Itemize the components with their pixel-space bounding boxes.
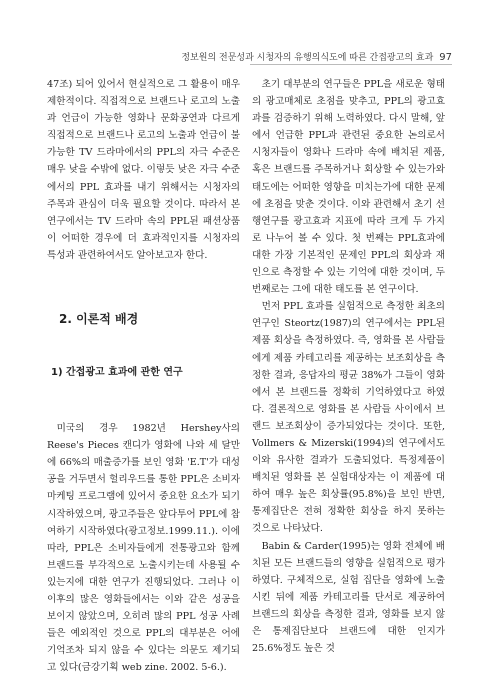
running-title: 정보원의 전문성과 시청자의 유행의식도에 따른 간접광고의 효과 — [181, 53, 434, 63]
subsection-heading: 1) 간접광고 효과에 관한 연구 — [51, 367, 183, 379]
right-column — [252, 76, 445, 657]
header-rule — [250, 64, 452, 65]
right-paragraph-2: 먼저 PPL 효과를 실험적으로 측정한 최초의 연구인 Steortz(1987)의 연구에서는 PPL된 제품 회상을 측정하였다. 즉, 영화를 본 사람들에게 제품 카테고리를 제공하는 보조회상을 측정한 결과, 응답자의 평균 38%가 그들이 영화에서 본 브랜드를 정확히 기억하였다고 하였다. 결론적으로 영화를 본 사람들 사이에서 브랜드 보조회상이 증가되었다는 것이다. 또한, Vollmers & Mizerski(1994)의 연구에서도 이와 유사한 결과가 도출되었다. 특정제품이 배치된 영화를 본 실험대상자는 이 제품에 대하여 매우 높은 회상률(95.8%)을 보인 반면, 통제집단은 전혀 정확한 회상을 하지 못하는 것으로 나타났다. — [252, 301, 445, 535]
page-number: 97 — [439, 52, 452, 63]
left-paragraph-1: 47조) 되어 있어서 현실적으로 그 활용이 매우 제한적이다. 직접적으로 브랜드나 로고의 노출과 언급이 가능한 영화나 문화공연과 다르게 직접적으로 브랜드나 로고의 노출과 언급이 불가능한 TV 드라마에서의 PPL의 자극 수준은 매우 낮을 수밖에 없다. 이렇듯 낮은 자극 수준에서의 PPL 효과를 내기 위해서는 시청자의 주목과 관심이 더욱 필요할 것이다. 따라서 본 연구에서는 TV 드라마 속의 PPL된 패션상품이 어떠한 경우에 더 효과적인지를 시청자의 특성과 관련하여서도 알아보고자 한다. — [47, 79, 240, 261]
right-paragraph-3: Babin & Carder(1995)는 영화 전체에 배치된 모든 브랜드들의 영향을 실험적으로 평가하였다. 구체적으로, 실험 집단을 영화에 노출시킨 뒤에 제품 카테고리를 단서로 제공하여 브랜드의 회상을 측정한 결과, 영화를 보지 않은 통제집단보다 브랜드에 대한 인지가 25.6%정도 높은 것 — [252, 540, 445, 655]
left-paragraph-2: 미국의 경우 1982년 Hershey사의 Reese's Pieces 캔디가 영화에 나와 세 달만에 66%의 매출증가를 보인 영화 'E.T'가 대성공을 거두면서 헐리우드를 통한 PPL은 소비자 마케팅 프로그램에 있어서 중요한 요소가 되기 시작하였으며, 광고주들은 앞다투어 PPL에 참여하기 시작하였다(광고정보.1999.11.). 이에 따라, PPL은 소비자들에게 전통광고와 함께 브랜드를 부각적으로 노출시키는데 사용될 수 있는지에 대한 연구가 진행되었다. 그러나 이 이후의 많은 영화들에서는 이와 같은 성공을 보이지 않았으며, 오히려 많의 PPL 성공 사례들은 예외적인 것으로 PPL의 대부분은 어에 기억조차 되지 않을 수 있다는 의문도 제기되고 있다(금강기획 web zine. 2002. 5-6.). — [47, 423, 240, 674]
section-heading: 2. 이론적 배경 — [59, 312, 139, 327]
running-head — [181, 50, 452, 63]
left-column — [47, 76, 240, 676]
right-paragraph-1: 초기 대부분의 연구들은 PPL을 새로운 형태의 광고매체로 초점을 맞추고, PPL의 광고효과를 검증하기 위해 노력하였다. 다시 말해, 앞에서 언급한 PPL과 관련된 중요한 논의로서 시청자들이 영화나 드라마 속에 배치된 제품, 혹은 브랜드를 주목하거나 회상할 수 있는가와 태도에는 어떠한 영향을 미치는가에 대한 문제에 초점을 맞춘 것이다. 이와 관련해서 초기 선행연구를 광고효과 지표에 따라 크게 두 가지로 나누어 볼 수 있다. 첫 번째는 PPL효과에 대한 가장 기본적인 문제인 PPL의 회상과 재인으로 측정할 수 있는 기억에 대한 것이며, 두 번째로는 그에 대한 태도를 본 연구이다. — [252, 79, 445, 296]
